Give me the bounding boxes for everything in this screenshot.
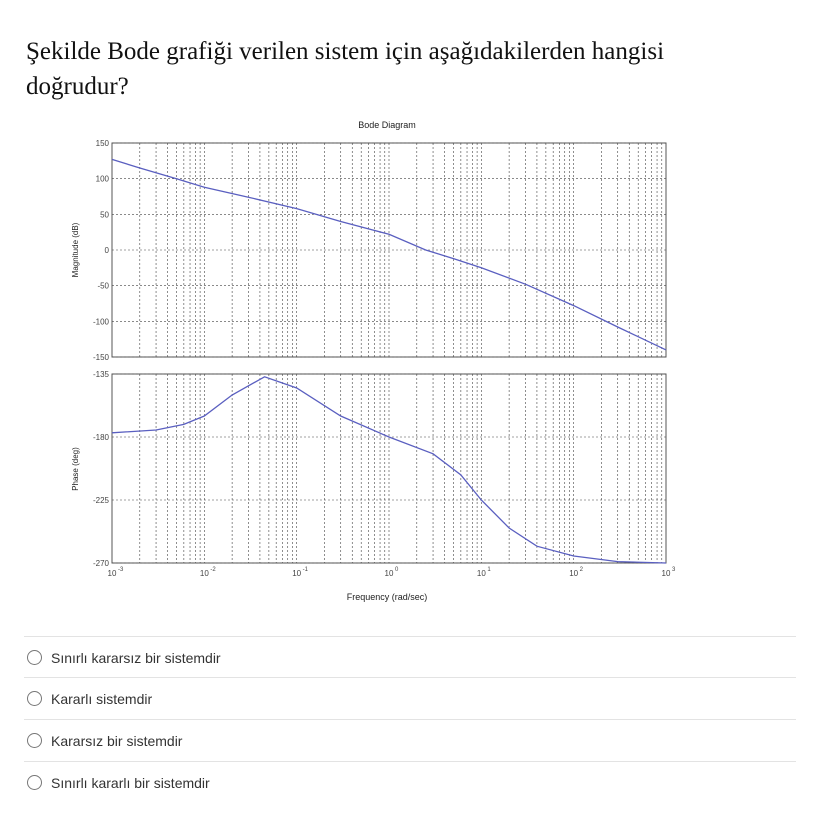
y-tick-label: -270 <box>92 559 109 568</box>
x-tick-exponent: -1 <box>302 567 309 573</box>
x-tick-label: 10 <box>107 569 117 578</box>
radio-button[interactable] <box>27 650 42 665</box>
phase-ylabel: Phase (deg) <box>71 447 80 491</box>
radio-button[interactable] <box>27 733 42 748</box>
x-tick-label: 10 <box>569 569 579 578</box>
x-tick-label: 10 <box>199 569 209 578</box>
option-2[interactable] <box>24 677 796 719</box>
y-tick-label: -180 <box>92 433 109 442</box>
chart-title: Bode Diagram <box>358 120 416 130</box>
y-tick-label: -150 <box>92 353 109 362</box>
x-tick-exponent: 1 <box>487 567 491 573</box>
y-tick-label: 150 <box>95 139 109 148</box>
x-tick-label: 10 <box>661 569 671 578</box>
radio-button[interactable] <box>27 691 42 706</box>
y-tick-label: -225 <box>92 496 109 505</box>
y-tick-label: -100 <box>92 317 109 327</box>
option-label: Kararlı sistemdir <box>51 690 153 707</box>
x-tick-exponent: 2 <box>579 567 584 573</box>
y-tick-label: 100 <box>95 174 109 184</box>
option-label: Sınırlı kararsız bir sistemdir <box>51 649 221 666</box>
y-tick-label: 50 <box>100 210 109 220</box>
option-label: Kararsız bir sistemdir <box>51 732 183 749</box>
xlabel: Frequency (rad/sec) <box>346 592 428 602</box>
option-3[interactable] <box>24 719 796 761</box>
x-tick-exponent: -3 <box>118 567 124 573</box>
option-label: Sınırlı kararlı bir sistemdir <box>51 774 210 791</box>
radio-button[interactable] <box>27 775 42 790</box>
bode-diagram <box>60 112 680 612</box>
x-tick-exponent: -2 <box>210 567 216 573</box>
x-tick-exponent: 3 <box>672 567 676 573</box>
y-tick-label: -135 <box>92 370 109 379</box>
y-tick-label: 0 <box>104 246 109 255</box>
x-tick-label: 10 <box>476 569 486 578</box>
option-1[interactable] <box>24 636 796 678</box>
x-tick-exponent: 0 <box>395 567 399 573</box>
mag-ylabel: Magnitude (dB) <box>71 222 80 278</box>
option-4[interactable] <box>24 761 796 803</box>
y-tick-label: -50 <box>97 281 109 291</box>
x-tick-label: 10 <box>384 569 394 578</box>
x-tick-label: 10 <box>292 569 302 578</box>
question-text: Şekilde Bode grafiği verilen sistem için aşağıdakilerden hangisi doğrudur? <box>26 38 665 100</box>
